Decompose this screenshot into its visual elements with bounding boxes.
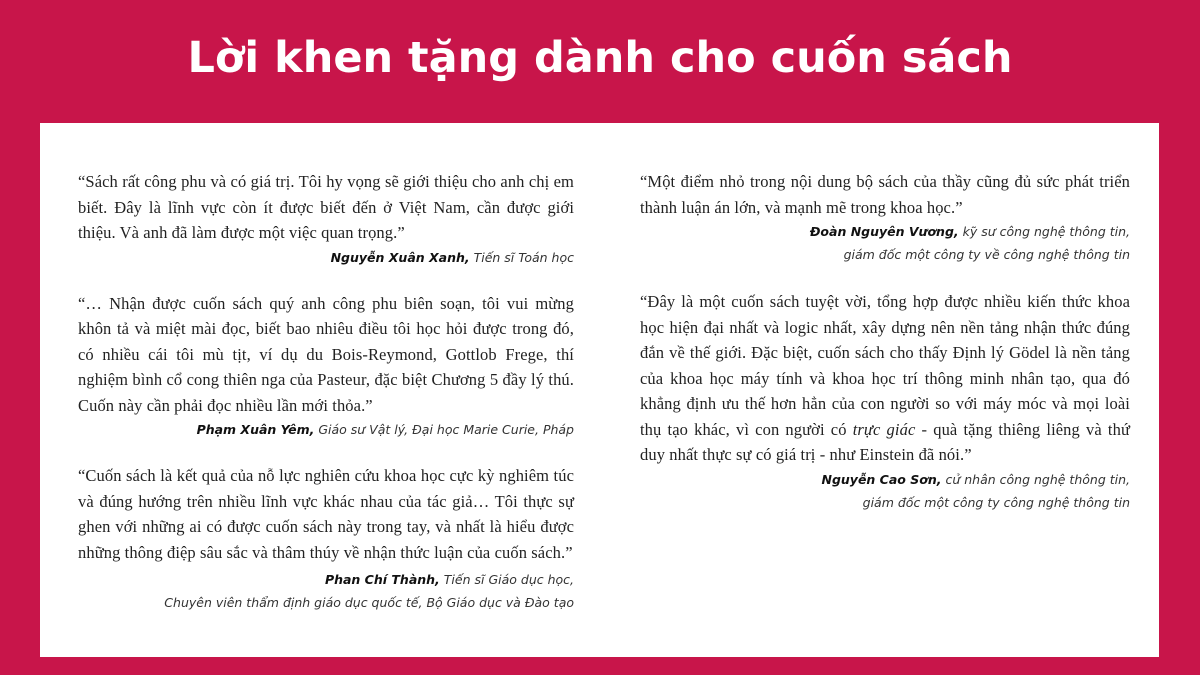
- author-role: Tiến sĩ Giáo dục học,: [439, 572, 574, 587]
- right-column: [640, 169, 1130, 514]
- author-role-line2: giám đốc một công ty công nghệ thông tin: [862, 494, 1130, 510]
- left-column: [78, 169, 574, 614]
- author-name: Đoàn Nguyên Vương,: [809, 224, 959, 239]
- author-role: cử nhân công nghệ thông tin,: [941, 471, 1130, 487]
- author-role: Giáo sư Vật lý, Đại học Marie Curie, Pháp: [314, 422, 574, 437]
- author-role-line2: giám đốc một công ty về công nghệ thông tin: [843, 247, 1130, 262]
- testimonial-quote: “Một điểm nhỏ trong nội dung bộ sách của thầy cũng đủ sức phát triển thành luận án lớn, và mạnh mẽ trong khoa học.”: [640, 172, 1130, 217]
- testimonial-quote: “Sách rất công phu và có giá trị. Tôi hy vọng sẽ giới thiệu cho anh chị em biết. Đây là lĩnh vực còn ít được biết đến ở Việt Nam, cần được giới thiệu. Và anh đã làm được một việc quan trọng.”: [78, 172, 574, 242]
- testimonial: [640, 169, 1130, 266]
- testimonial-attribution: [640, 220, 1130, 243]
- testimonial-attribution: [78, 418, 574, 441]
- author-name: Nguyễn Xuân Xanh,: [330, 249, 470, 265]
- page-title: Lời khen tặng dành cho cuốn sách: [187, 33, 1013, 83]
- author-role: kỹ sư công nghệ thông tin,: [958, 224, 1130, 239]
- testimonial-quote: “Cuốn sách là kết quả của nỗ lực nghiên cứu khoa học cực kỳ nghiêm túc và đúng hướng trên nhiều lĩnh vực khác nhau của tác giả… Tôi thực sự ghen với những ai có được cuốn sách này trong tay, và nhất là hiểu được những thông điệp sâu sắc và thâm thúy về nhận thức luận của cuốn sách.”: [78, 466, 574, 562]
- testimonial: [78, 169, 574, 269]
- author-role: Tiến sĩ Toán học: [469, 249, 574, 265]
- testimonial-quote: “Đây là một cuốn sách tuyệt vời, tổng hợp được nhiều kiến thức khoa học hiện đại nhất và logic nhất, xây dựng nên nền tảng nhận thức đúng đắn về thế giới. Đặc biệt, cuốn sách cho thấy Định lý Gödel là nền tảng của khoa học máy tính và khoa học trí thông minh nhân tạo, qua đó khẳng định ưu thế hơn hẳn của con người so với máy móc và mọi loài thụ tạo khác, vì con người có trực giác - quà tặng thiêng liêng và thứ duy nhất thực sự có giá trị - như Einstein đã nói.”: [640, 292, 1130, 464]
- author-name: Nguyễn Cao Sơn,: [821, 471, 942, 487]
- testimonial: [78, 463, 574, 614]
- testimonial-attribution: [78, 568, 574, 591]
- testimonial: [640, 289, 1130, 514]
- author-name: Phạm Xuân Yêm,: [196, 422, 315, 437]
- author-role-line2: Chuyên viên thẩm định giáo dục quốc tế, Bộ Giáo dục và Đào tạo: [164, 595, 574, 610]
- testimonial-quote: “… Nhận được cuốn sách quý anh công phu biên soạn, tôi vui mừng khôn tả và miệt mài đọc, biết bao nhiêu điều tôi học hỏi được trong đó, có nhiều cái tôi mù tịt, ví dụ du Bois-Reymond, Gottlob Frege, thí nghiệm bình cổ cong thiên nga của Pasteur, đặc biệt Chương 5 đầy lý thú. Cuốn này cần phải đọc nhiều lần mới thỏa.”: [78, 293, 574, 415]
- testimonials-panel: [40, 123, 1159, 657]
- testimonial-attribution: [640, 468, 1130, 491]
- testimonial: [78, 291, 574, 442]
- author-name: Phan Chí Thành,: [324, 572, 440, 587]
- testimonial-attribution: [78, 246, 574, 269]
- emphasis-text: trực giác: [852, 419, 916, 439]
